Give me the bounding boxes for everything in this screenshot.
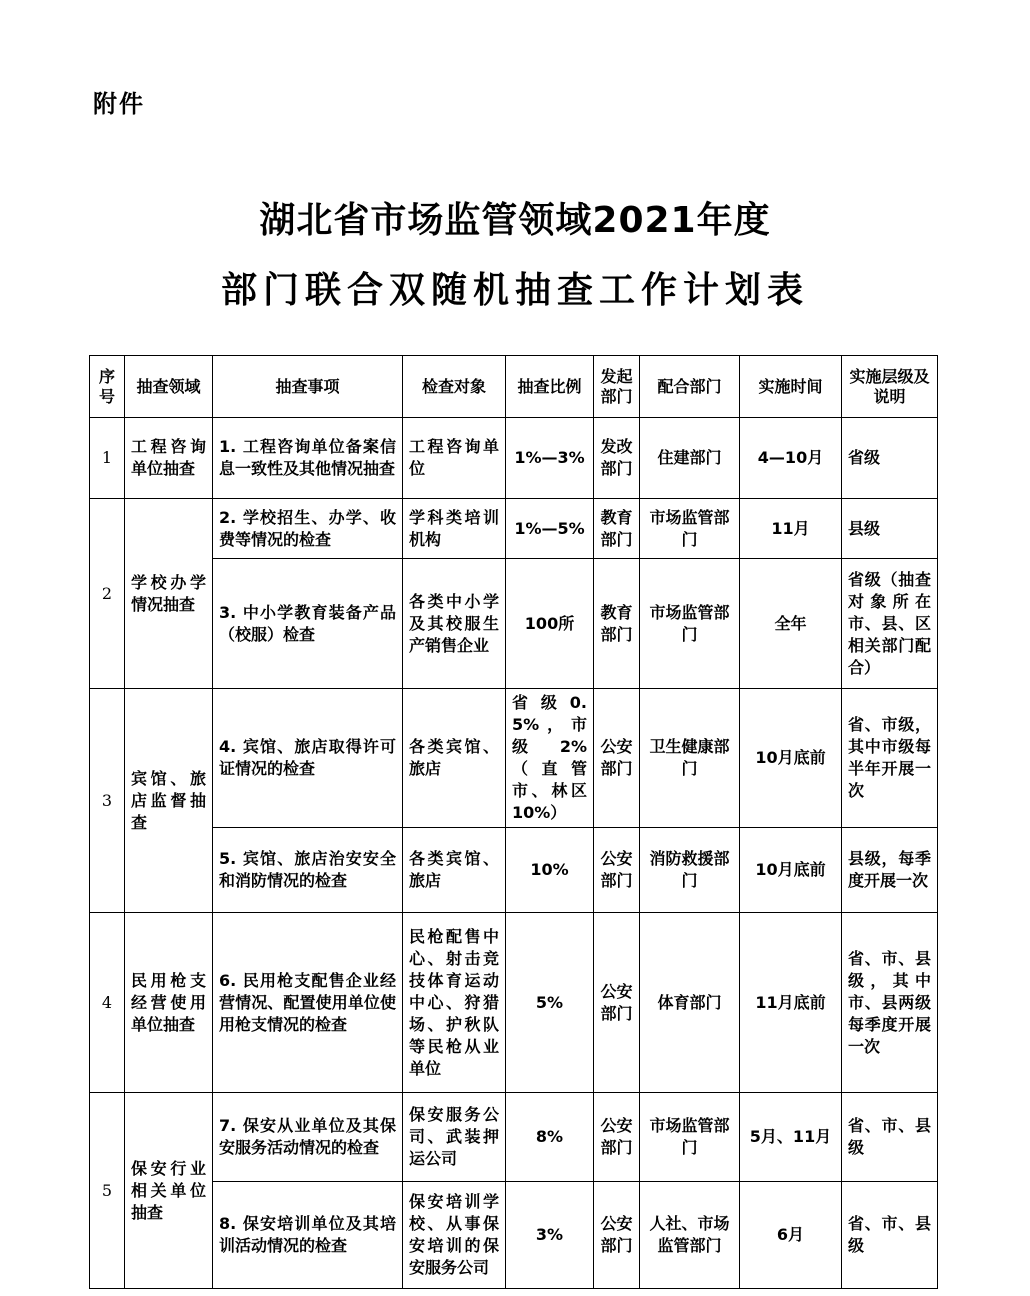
ratio-cell: 1%—5% (506, 499, 594, 559)
header-seq: 序号 (90, 356, 125, 418)
table-row (90, 499, 938, 559)
ratio-cell: 10% (506, 828, 594, 913)
initiator-cell: 公安部门 (594, 1182, 640, 1289)
partner-cell: 卫生健康部门 (640, 689, 740, 828)
time-cell: 6月 (740, 1182, 842, 1289)
partner-cell: 市场监管部门 (640, 1093, 740, 1182)
level-cell: 省、市、县级 (842, 1093, 938, 1182)
table-row (90, 689, 938, 828)
partner-cell: 人社、市场监管部门 (640, 1182, 740, 1289)
item-cell: 1. 工程咨询单位备案信息一致性及其他情况抽查 (213, 418, 403, 499)
initiator-cell: 教育部门 (594, 559, 640, 689)
table-row (90, 828, 938, 913)
initiator-cell: 公安部门 (594, 1093, 640, 1182)
header-domain: 抽查领域 (125, 356, 213, 418)
item-cell: 2. 学校招生、办学、收费等情况的检查 (213, 499, 403, 559)
partner-cell: 市场监管部门 (640, 559, 740, 689)
time-cell: 全年 (740, 559, 842, 689)
ratio-cell: 5% (506, 913, 594, 1093)
attachment-label: 附件 (93, 90, 145, 118)
header-level: 实施层级及说明 (842, 356, 938, 418)
ratio-cell: 8% (506, 1093, 594, 1182)
header-partner: 配合部门 (640, 356, 740, 418)
partner-cell: 住建部门 (640, 418, 740, 499)
level-cell: 省、市、县级 (842, 1182, 938, 1289)
level-cell: 县级 (842, 499, 938, 559)
level-cell: 省级（抽查对象所在市、县、区相关部门配合） (842, 559, 938, 689)
partner-cell: 体育部门 (640, 913, 740, 1093)
time-cell: 5月、11月 (740, 1093, 842, 1182)
level-cell: 省、市级，其中市级每半年开展一次 (842, 689, 938, 828)
header-time: 实施时间 (740, 356, 842, 418)
ratio-cell: 省级0.5%，市级2%（直管市、林区10%） (506, 689, 594, 828)
time-cell: 10月底前 (740, 828, 842, 913)
target-cell: 工程咨询单位 (403, 418, 506, 499)
ratio-cell: 3% (506, 1182, 594, 1289)
target-cell: 各类中小学及其校服生产销售企业 (403, 559, 506, 689)
table-row (90, 559, 938, 689)
seq-cell: 5 (90, 1093, 125, 1289)
header-target: 检查对象 (403, 356, 506, 418)
level-cell: 省级 (842, 418, 938, 499)
target-cell: 民枪配售中心、射击竞技体育运动中心、狩猎场、护秋队等民枪从业单位 (403, 913, 506, 1093)
seq-cell: 2 (90, 499, 125, 689)
target-cell: 各类宾馆、旅店 (403, 828, 506, 913)
time-cell: 10月底前 (740, 689, 842, 828)
item-cell: 4. 宾馆、旅店取得许可证情况的检查 (213, 689, 403, 828)
header-row (90, 356, 938, 418)
document-title-line2: 部门联合双随机抽查工作计划表 (220, 270, 809, 311)
item-cell: 6. 民用枪支配售企业经营情况、配置使用单位使用枪支情况的检查 (213, 913, 403, 1093)
item-cell: 8. 保安培训单位及其培训活动情况的检查 (213, 1182, 403, 1289)
table-row (90, 418, 938, 499)
inspection-plan-table (89, 355, 938, 1289)
target-cell: 保安培训学校、从事保安培训的保安服务公司 (403, 1182, 506, 1289)
level-cell: 县级，每季度开展一次 (842, 828, 938, 913)
initiator-cell: 发改部门 (594, 418, 640, 499)
target-cell: 学科类培训机构 (403, 499, 506, 559)
time-cell: 4—10月 (740, 418, 842, 499)
partner-cell: 市场监管部门 (640, 499, 740, 559)
domain-cell: 宾馆、旅店监督抽查 (125, 689, 213, 913)
time-cell: 11月底前 (740, 913, 842, 1093)
ratio-cell: 1%—3% (506, 418, 594, 499)
item-cell: 5. 宾馆、旅店治安安全和消防情况的检查 (213, 828, 403, 913)
level-cell: 省、市、县级，其中市、县两级每季度开展一次 (842, 913, 938, 1093)
domain-cell: 民用枪支经营使用单位抽查 (125, 913, 213, 1093)
table-row (90, 913, 938, 1093)
domain-cell: 工程咨询单位抽查 (125, 418, 213, 499)
seq-cell: 4 (90, 913, 125, 1093)
initiator-cell: 教育部门 (594, 499, 640, 559)
target-cell: 各类宾馆、旅店 (403, 689, 506, 828)
item-cell: 3. 中小学教育装备产品（校服）检查 (213, 559, 403, 689)
seq-cell: 3 (90, 689, 125, 913)
partner-cell: 消防救援部门 (640, 828, 740, 913)
table-row (90, 1093, 938, 1182)
header-initiator: 发起部门 (594, 356, 640, 418)
initiator-cell: 公安部门 (594, 913, 640, 1093)
domain-cell: 保安行业相关单位抽查 (125, 1093, 213, 1289)
ratio-cell: 100所 (506, 559, 594, 689)
initiator-cell: 公安部门 (594, 689, 640, 828)
header-ratio: 抽查比例 (506, 356, 594, 418)
item-cell: 7. 保安从业单位及其保安服务活动情况的检查 (213, 1093, 403, 1182)
header-item: 抽查事项 (213, 356, 403, 418)
seq-cell: 1 (90, 418, 125, 499)
domain-cell: 学校办学情况抽查 (125, 499, 213, 689)
target-cell: 保安服务公司、武装押运公司 (403, 1093, 506, 1182)
initiator-cell: 公安部门 (594, 828, 640, 913)
document-title-line1: 湖北省市场监管领域2021年度 (259, 200, 771, 241)
table-row (90, 1182, 938, 1289)
time-cell: 11月 (740, 499, 842, 559)
